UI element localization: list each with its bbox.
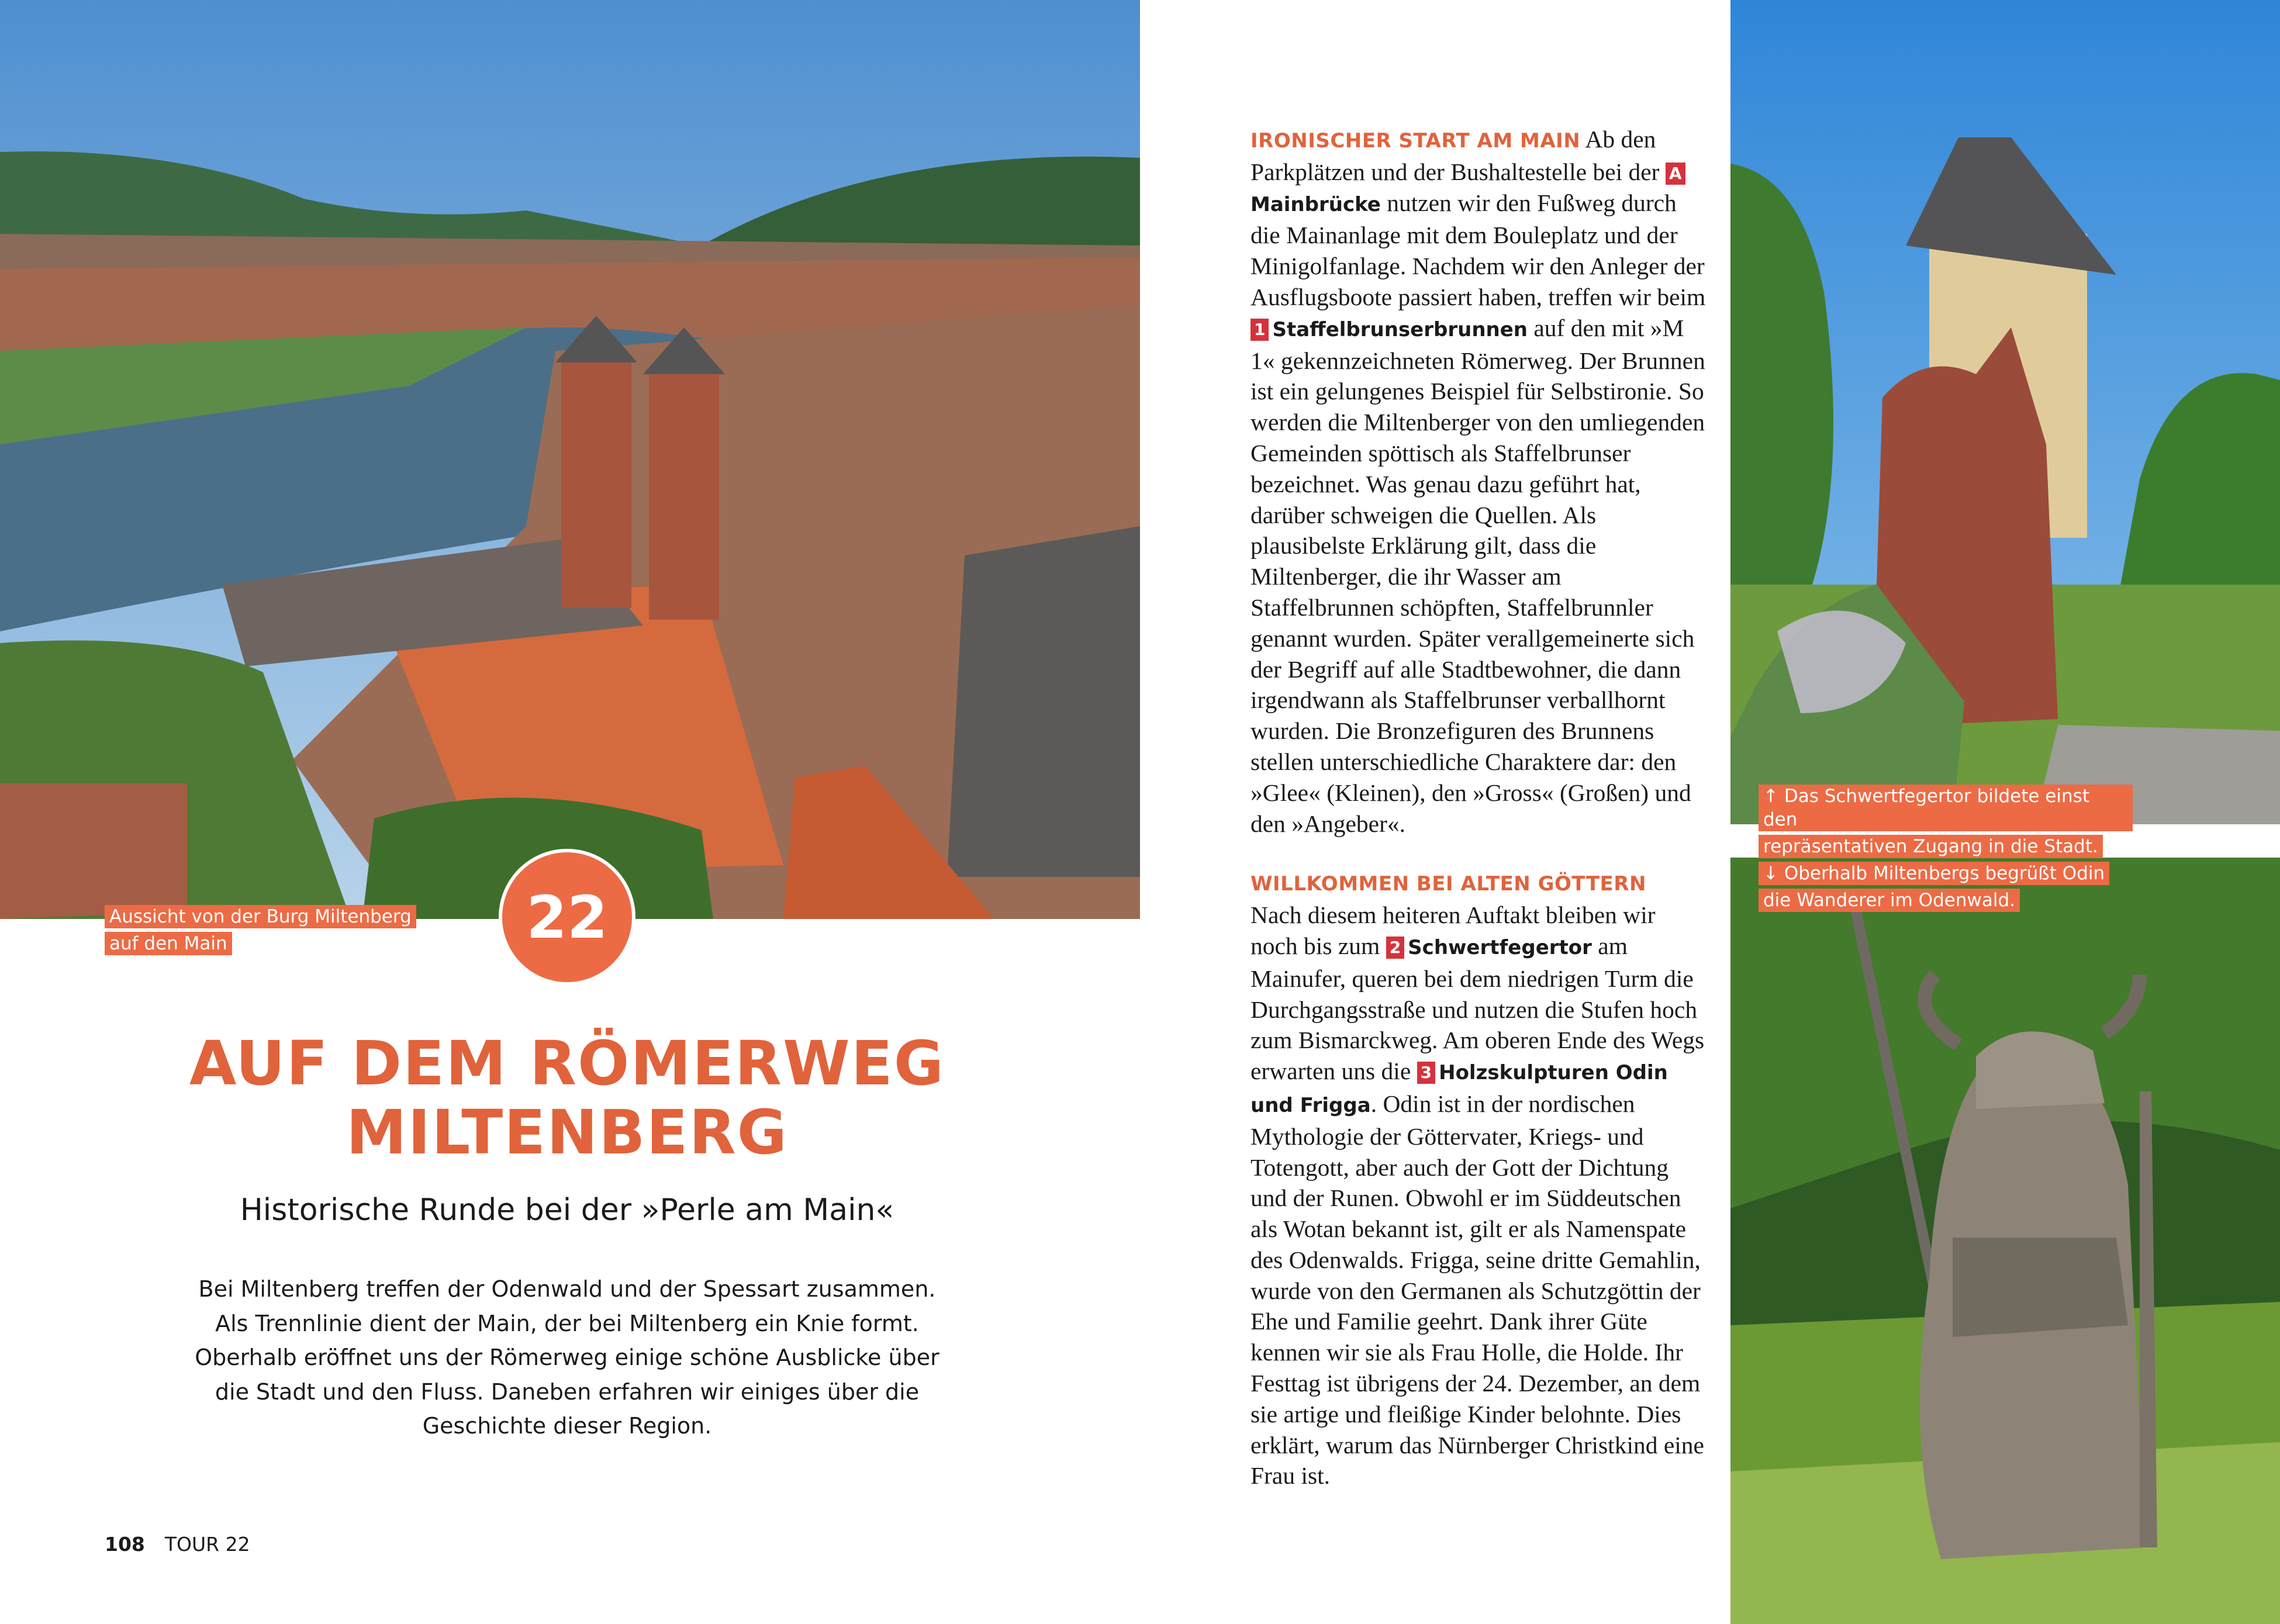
body-text-run: am Mainufer, queren bei dem niedrigen Turm die Durchgangsstraße und nutzen die Stufen hoch zum Bismarckweg. Am oberen Ende des Wegs erwarten uns die — [1250, 932, 1705, 1085]
caption-line: Aussicht von der Burg Miltenberg — [105, 905, 416, 928]
poi-marker: 1 — [1250, 319, 1269, 341]
page-footer — [105, 1533, 250, 1556]
body-text — [1250, 124, 1706, 1521]
poi-name: Mainbrücke — [1250, 192, 1381, 216]
poi-name: Holzskulpturen Odin und Frigga — [1250, 1061, 1668, 1117]
photo-caption-right — [1759, 785, 2133, 915]
subtitle: Historische Runde bei der »Perle am Main« — [240, 1193, 894, 1228]
section-label: TOUR 22 — [164, 1533, 250, 1556]
page-title — [117, 1029, 1017, 1167]
page-number: 108 — [105, 1533, 145, 1556]
title-line: AUF DEM RÖMERWEG — [189, 1028, 945, 1099]
poi-name: Staffelbrunserbrunnen — [1272, 317, 1528, 341]
caption-line: repräsentativen Zugang in die Stadt. — [1759, 835, 2103, 858]
poi-marker: 2 — [1386, 937, 1404, 959]
photo-odin-sculpture — [1730, 858, 2280, 1624]
body-text-run: Ab den Parkplätzen und der Bushaltestelle bei der — [1250, 126, 1666, 185]
poi-marker: 3 — [1417, 1062, 1435, 1084]
tour-number-badge: 22 — [499, 849, 635, 986]
poi-name: Schwertfegertor — [1408, 935, 1592, 959]
poi-marker: A — [1666, 163, 1685, 185]
body-text-run: . Odin ist in der nordischen Mythologie der Göttervater, Kriegs- und Totengott, aber auch der Gott der Dichtung und der Runen. Obwohl er im Süddeutschen als Wotan bekannt ist, gilt er als Namenspate des Odenwalds. Frigga, seine dritte Gemahlin, wurde von den Germanen als Schutzgöttin der Ehe und Familie geehrt. Dank ihrer Güte kennen wir sie als Frau Holle, die Holde. Ihr Festtag ist übrigens der 24. Dezember, an dem sie artige und fleißige Kinder belohnte. Dies erklärt, warum das Nürnberger Christkind eine Frau ist. — [1250, 1090, 1704, 1490]
caption-line: auf den Main — [105, 932, 232, 955]
photo-caption-left — [105, 905, 432, 959]
caption-line: die Wanderer im Odenwald. — [1759, 889, 2020, 912]
body-paragraph — [1250, 869, 1706, 1491]
intro-paragraph: Bei Miltenberg treffen der Odenwald und der Spessart zusammen. Als Trennlinie dient der Main, der bei Miltenberg ein Knie formt. Oberhalb eröffnet uns der Römerweg einige schöne Ausblicke über die Stadt und den Fluss. Daneben erfahren wir einiges über die Geschichte dieser Region. — [195, 1276, 939, 1439]
section-heading: IRONISCHER START AM MAIN — [1250, 129, 1581, 153]
title-line: MILTENBERG — [346, 1097, 789, 1168]
photo-schwertfegertor — [1730, 0, 2280, 824]
body-text-run: Nach diesem heiteren Auftakt bleiben wir noch bis zum — [1250, 901, 1656, 959]
caption-line: ↓ Oberhalb Miltenbergs begrüßt Odin — [1759, 862, 2109, 885]
body-paragraph — [1250, 124, 1706, 839]
photo-miltenberg-panorama — [0, 0, 1140, 919]
section-heading: WILLKOMMEN BEI ALTEN GÖTTERN — [1250, 872, 1646, 896]
body-text-run: nutzen wir den Fußweg durch die Mainanlage mit dem Bouleplatz und der Minigolfanlage. Nachdem wir den Anleger der Ausflugsboote passiert haben, treffen wir beim — [1250, 189, 1706, 310]
body-text-run: auf den mit »M 1« gekennzeichneten Römerweg. Der Brunnen ist ein gelungenes Beispiel für Selbstironie. So werden die Miltenberger von den umliegenden Gemeinden spöttisch als Staffelbrunser bezeichnet. Was genau dazu geführt hat, darüber schweigen die Quellen. Als plausibelste Erklärung gilt, dass die Miltenberger, die ihr Wasser am Staffelbrunnen schöpften, Staffelbrunnler genannt wurden. Später verallgemeinerte sich der Begriff auf alle Stadtbewohner, die dann irgendwann als Staffelbrunser verballhornt wurden. Die Bronzefiguren des Brunnens stellen unterschiedliche Charaktere dar: den »Glee« (Kleinen), den »Gross« (Großen) und den »Angeber«. — [1250, 314, 1705, 837]
caption-line: ↑ Das Schwertfegertor bildete einst den — [1759, 785, 2133, 831]
